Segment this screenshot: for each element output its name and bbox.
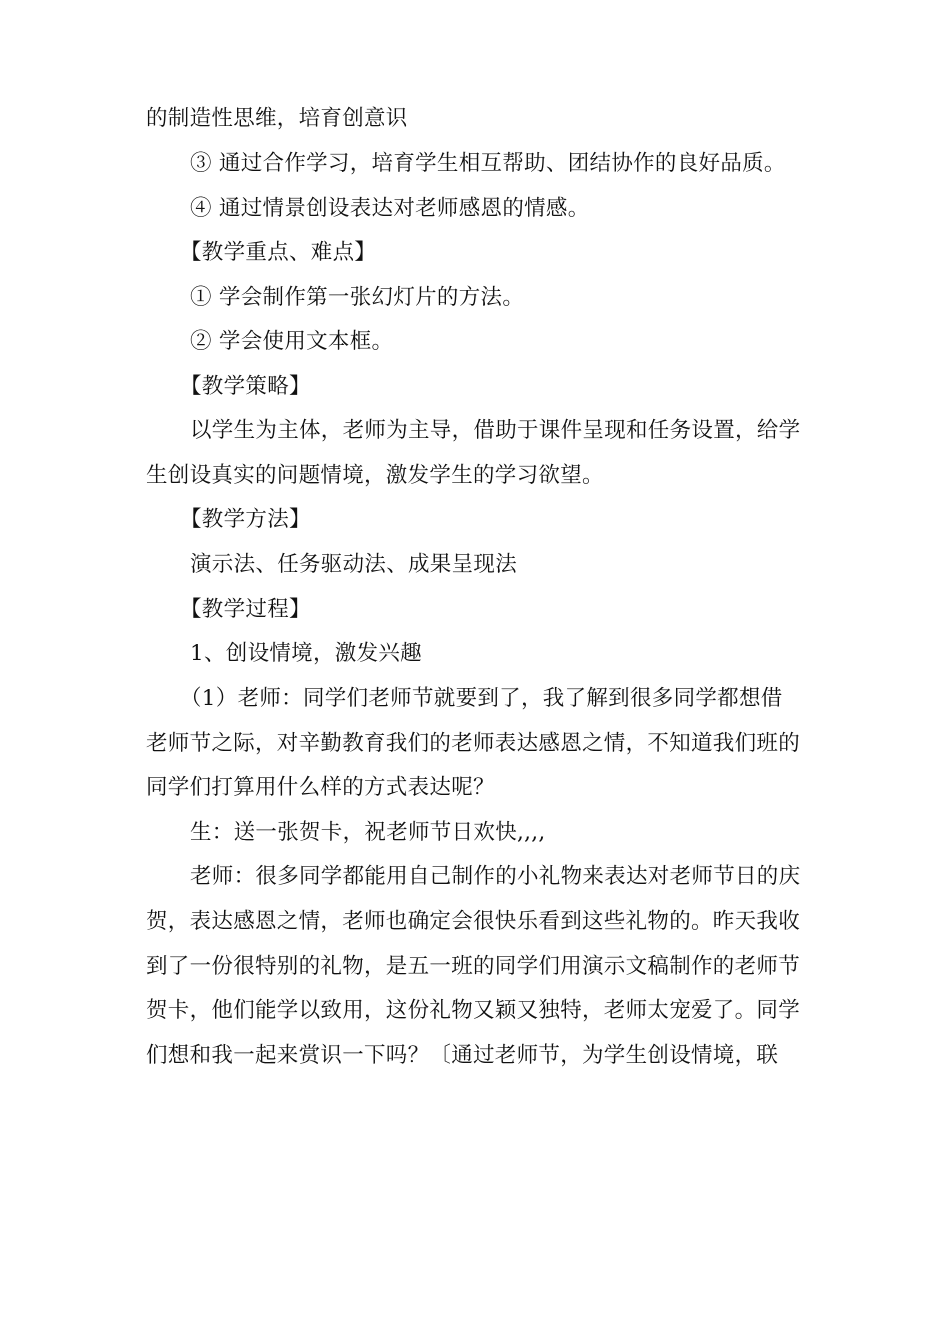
- teacher-line-2: 贺，表达感恩之情，老师也确定会很快乐看到这些礼物的。昨天我收: [146, 909, 801, 934]
- text-line-1: 的制造性思维，培育创意识: [146, 106, 408, 131]
- student-reply: 生：送一张贺卡，祝老师节日欢快,,,,: [190, 820, 546, 845]
- objective-4: ④ 通过情景创设表达对老师感恩的情感。: [190, 196, 590, 221]
- teacher-line-3: 到了一份很特别的礼物，是五一班的同学们用演示文稿制作的老师节: [146, 954, 801, 979]
- teacher-line-5: 们想和我一起来赏识一下吗？〔通过老师节，为学生创设情境，联: [146, 1043, 779, 1068]
- teacher-line-4: 贺卡，他们能学以致用，这份礼物又颖又独特，老师太宠爱了。同学: [146, 998, 801, 1023]
- strategy-text-1: 以学生为主体，老师为主导，借助于课件呈现和任务设置，给学: [190, 418, 801, 443]
- teacher-line-1: 老师：很多同学都能用自己制作的小礼物来表达对老师节日的庆: [190, 864, 801, 889]
- heading-method: 【教学方法】: [180, 507, 311, 532]
- paragraph-line-1: （1）老师：同学们老师节就要到了，我了解到很多同学都想借: [180, 686, 783, 711]
- method-text: 演示法、任务驱动法、成果呈现法: [190, 552, 518, 577]
- strategy-text-2: 生创设真实的问题情境，激发学生的学习欲望。: [146, 463, 604, 488]
- objective-3: ③ 通过合作学习，培育学生相互帮助、团结协作的良好品质。: [190, 151, 786, 176]
- paragraph-line-2: 老师节之际，对辛勤教育我们的老师表达感恩之情，不知道我们班的: [146, 731, 801, 756]
- key-point-2: ② 学会使用文本框。: [190, 329, 394, 354]
- heading-key-points: 【教学重点、难点】: [180, 240, 377, 265]
- paragraph-line-3: 同学们打算用什么样的方式表达呢？: [146, 775, 495, 800]
- process-step-1: 1、创设情境，激发兴趣: [190, 641, 422, 666]
- heading-strategy: 【教学策略】: [180, 374, 311, 399]
- heading-process: 【教学过程】: [180, 597, 311, 622]
- key-point-1: ① 学会制作第一张幻灯片的方法。: [190, 285, 525, 310]
